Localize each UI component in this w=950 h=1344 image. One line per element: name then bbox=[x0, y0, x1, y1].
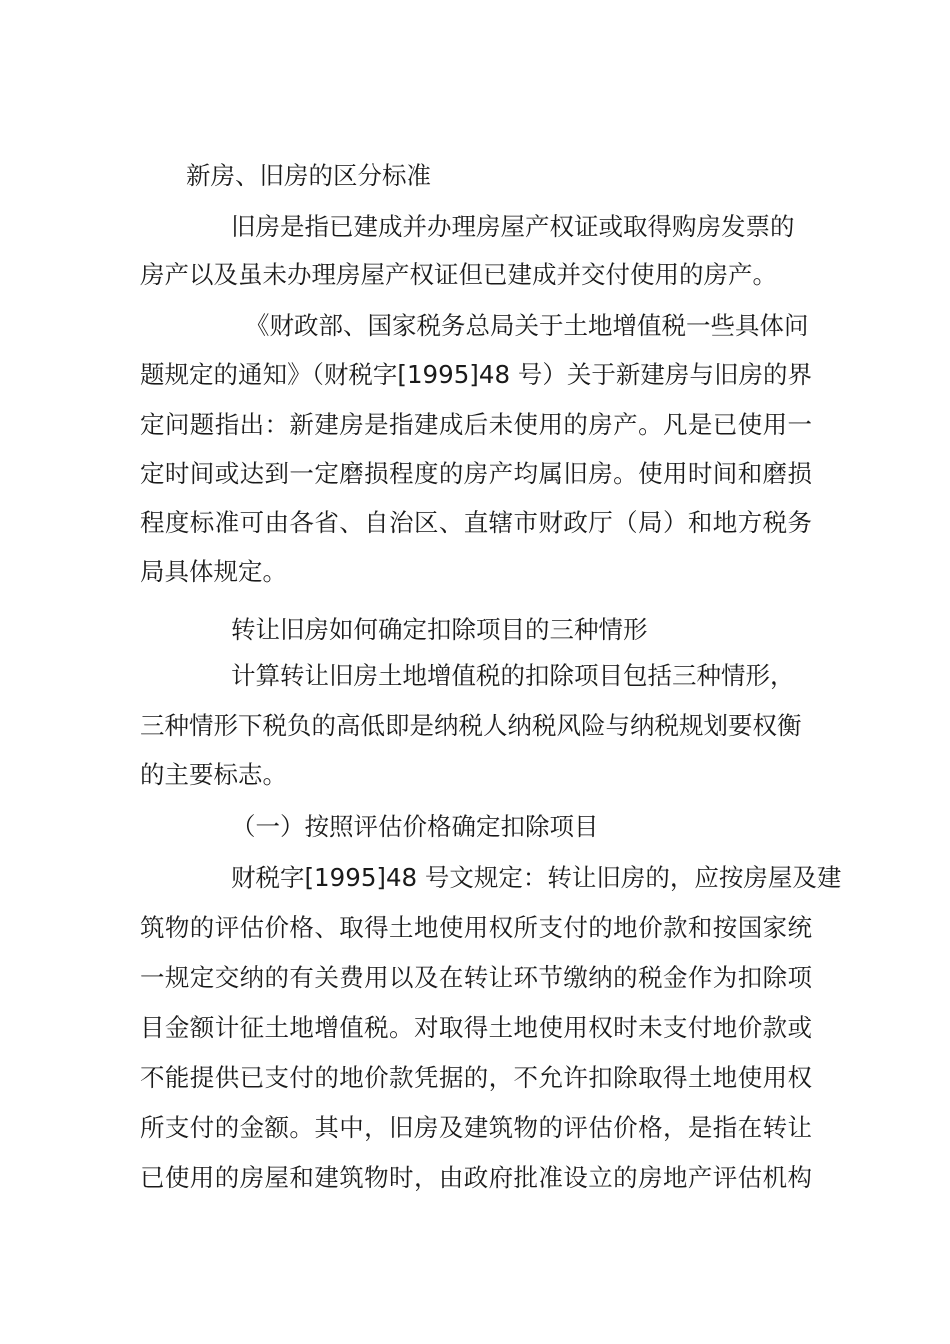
paragraph-1-line-2: 房产以及虽未办理房屋产权证但已建成并交付使用的房产。 bbox=[140, 260, 777, 289]
paragraph-4-line-1: 财税字[1995]48 号文规定：转让旧房的，应按房屋及建 bbox=[231, 863, 842, 892]
paragraph-3-line-1: 计算转让旧房土地增值税的扣除项目包括三种情形， bbox=[231, 661, 795, 690]
paragraph-2-line-4: 定时间或达到一定磨损程度的房产均属旧房。使用时间和磨损 bbox=[140, 459, 812, 488]
paragraph-2-line-5: 程度标准可由各省、自治区、直辖市财政厅（局）和地方税务 bbox=[140, 508, 812, 537]
paragraph-4-line-7: 已使用的房屋和建筑物时，由政府批准设立的房地产评估机构 bbox=[140, 1163, 812, 1192]
paragraph-4-line-4: 目金额计征土地增值税。对取得土地使用权时未支付地价款或 bbox=[140, 1013, 812, 1042]
section-heading-appraisal-price: （一）按照评估价格确定扣除项目 bbox=[231, 812, 599, 841]
paragraph-1-line-1: 旧房是指已建成并办理房屋产权证或取得购房发票的 bbox=[231, 212, 795, 241]
paragraph-4-line-2: 筑物的评估价格、取得土地使用权所支付的地价款和按国家统 bbox=[140, 913, 812, 942]
paragraph-4-line-6: 所支付的金额。其中，旧房及建筑物的评估价格，是指在转让 bbox=[140, 1113, 812, 1142]
paragraph-2-line-2: 题规定的通知》（财税字[1995]48 号）关于新建房与旧房的界 bbox=[140, 360, 812, 389]
paragraph-2-line-1: 《财政部、国家税务总局关于土地增值税一些具体问 bbox=[245, 311, 809, 340]
paragraph-4-line-5: 不能提供已支付的地价款凭据的，不允许扣除取得土地使用权 bbox=[140, 1063, 812, 1092]
section-heading-three-cases: 转让旧房如何确定扣除项目的三种情形 bbox=[231, 615, 648, 644]
paragraph-3-line-3: 的主要标志。 bbox=[140, 760, 287, 789]
paragraph-3-line-2: 三种情形下税负的高低即是纳税人纳税风险与纳税规划要权衡 bbox=[140, 711, 802, 740]
paragraph-4-line-3: 一规定交纳的有关费用以及在转让环节缴纳的税金作为扣除项 bbox=[140, 963, 812, 992]
paragraph-2-line-6: 局具体规定。 bbox=[140, 557, 287, 586]
section-heading-new-old-house: 新房、旧房的区分标准 bbox=[186, 161, 431, 190]
paragraph-2-line-3: 定问题指出：新建房是指建成后未使用的房产。凡是已使用一 bbox=[140, 410, 812, 439]
